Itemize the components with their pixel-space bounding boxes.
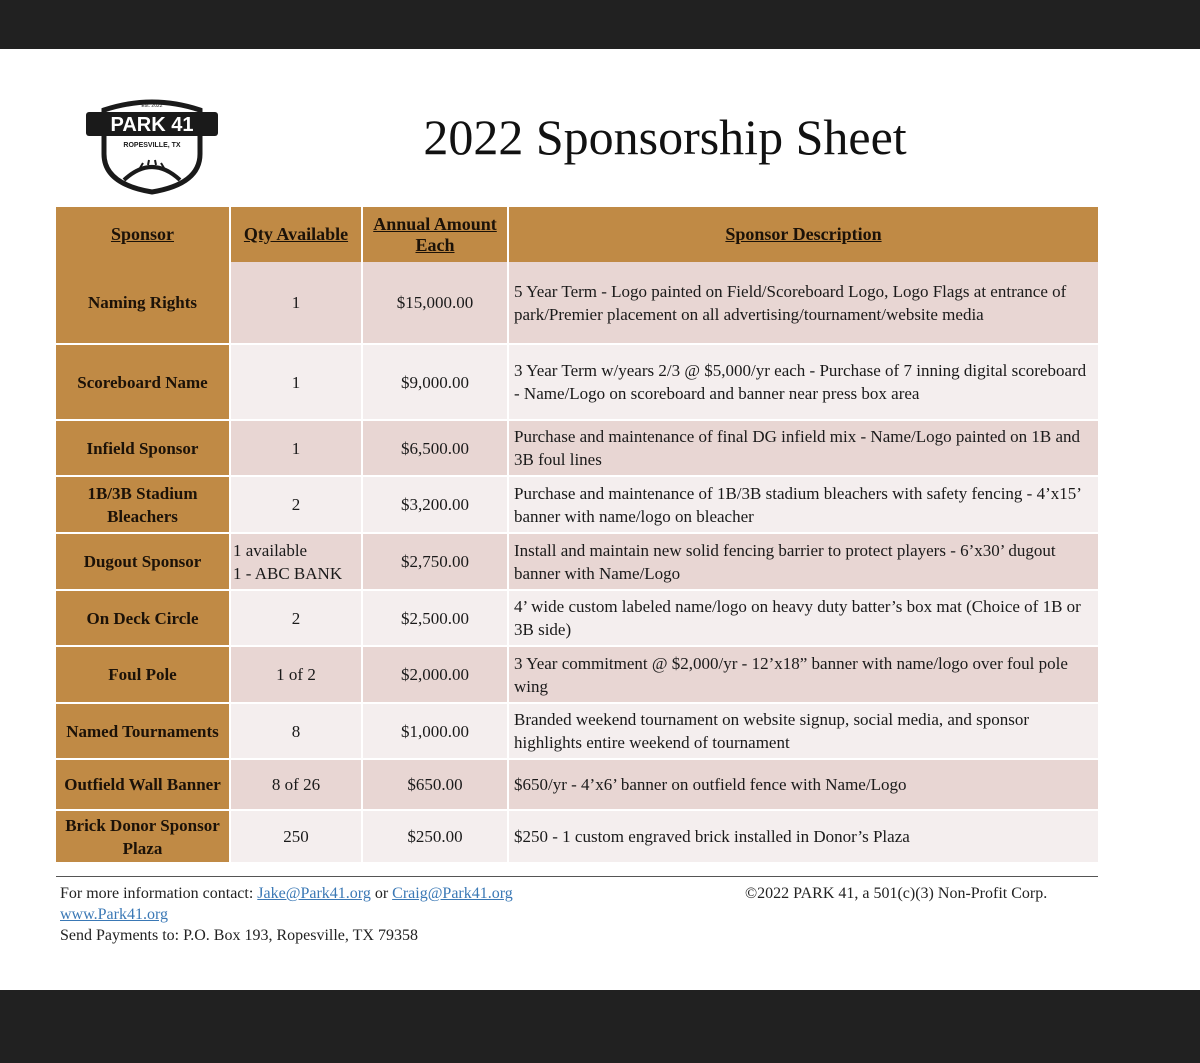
description-cell: 3 Year Term w/years 2/3 @ $5,000/yr each - Purchase of 7 inning digital scoreboard - Name/Logo on scoreboard and banner near press box area bbox=[508, 344, 1098, 420]
col-header-sponsor: Sponsor bbox=[56, 207, 230, 262]
amount-cell: $2,500.00 bbox=[362, 590, 508, 646]
footer-contact bbox=[60, 884, 700, 904]
amount-cell: $2,000.00 bbox=[362, 646, 508, 703]
amount-cell: $2,750.00 bbox=[362, 533, 508, 590]
table-row bbox=[56, 533, 1098, 590]
footer-divider bbox=[56, 876, 1098, 877]
table-row bbox=[56, 703, 1098, 759]
qty-cell: 8 of 26 bbox=[230, 759, 362, 810]
park-41-logo-icon bbox=[82, 96, 222, 196]
sponsorship-table bbox=[56, 207, 1098, 864]
amount-cell: $9,000.00 bbox=[362, 344, 508, 420]
table-row bbox=[56, 476, 1098, 533]
description-cell: 5 Year Term - Logo painted on Field/Scoreboard Logo, Logo Flags at entrance of park/Premier placement on all advertising/tournament/website media bbox=[508, 262, 1098, 344]
col-header-amount: Annual Amount Each bbox=[362, 207, 508, 262]
amount-cell: $250.00 bbox=[362, 810, 508, 863]
amount-cell: $1,000.00 bbox=[362, 703, 508, 759]
page-title: 2022 Sponsorship Sheet bbox=[423, 109, 907, 165]
logo-name-text: PARK 41 bbox=[110, 114, 194, 136]
qty-line: 1 available bbox=[233, 540, 308, 560]
description-cell: $650/yr - 4’x6’ banner on outfield fence with Name/Logo bbox=[508, 759, 1098, 810]
sponsor-cell: On Deck Circle bbox=[56, 590, 230, 646]
qty-cell: 1 of 2 bbox=[230, 646, 362, 703]
col-header-description: Sponsor Description bbox=[508, 207, 1098, 262]
copyright-text: ©2022 PARK 41, a 501(c)(3) Non-Profit Corp. bbox=[745, 885, 1048, 902]
logo-city-text: ROPESVILLE, TX bbox=[123, 142, 181, 149]
qty-cell: 1 bbox=[230, 262, 362, 344]
sponsor-cell: Brick Donor Sponsor Plaza bbox=[56, 810, 230, 863]
sponsor-cell: Naming Rights bbox=[56, 262, 230, 344]
email-link-jake[interactable]: Jake@Park41.org bbox=[257, 885, 371, 902]
amount-cell: $3,200.00 bbox=[362, 476, 508, 533]
table-row bbox=[56, 646, 1098, 703]
qty-cell bbox=[230, 533, 362, 590]
contact-prefix: For more information contact: bbox=[60, 885, 254, 902]
sponsor-cell: Named Tournaments bbox=[56, 703, 230, 759]
qty-cell: 1 bbox=[230, 420, 362, 476]
amount-cell: $15,000.00 bbox=[362, 262, 508, 344]
description-cell: 4’ wide custom labeled name/logo on heavy duty batter’s box mat (Choice of 1B or 3B side) bbox=[508, 590, 1098, 646]
top-dark-bar bbox=[0, 0, 1200, 49]
sponsor-cell: Infield Sponsor bbox=[56, 420, 230, 476]
description-cell: Branded weekend tournament on website signup, social media, and sponsor highlights entire weekend of tournament bbox=[508, 703, 1098, 759]
table-row bbox=[56, 420, 1098, 476]
qty-cell: 250 bbox=[230, 810, 362, 863]
description-cell: Install and maintain new solid fencing barrier to protect players - 6’x30’ dugout banner with Name/Logo bbox=[508, 533, 1098, 590]
sponsor-cell: 1B/3B Stadium Bleachers bbox=[56, 476, 230, 533]
qty-cell: 2 bbox=[230, 590, 362, 646]
logo-est-text: Est. 2022 bbox=[141, 103, 163, 109]
table-row bbox=[56, 810, 1098, 863]
description-cell: Purchase and maintenance of final DG infield mix - Name/Logo painted on 1B and 3B foul lines bbox=[508, 420, 1098, 476]
sponsor-cell: Outfield Wall Banner bbox=[56, 759, 230, 810]
amount-cell: $6,500.00 bbox=[362, 420, 508, 476]
qty-cell: 2 bbox=[230, 476, 362, 533]
payment-address: Send Payments to: P.O. Box 193, Ropesville, TX 79358 bbox=[60, 927, 418, 944]
sponsor-cell: Foul Pole bbox=[56, 646, 230, 703]
email-link-craig[interactable]: Craig@Park41.org bbox=[392, 885, 513, 902]
description-cell: Purchase and maintenance of 1B/3B stadium bleachers with safety fencing - 4’x15’ banner with name/logo on bleacher bbox=[508, 476, 1098, 533]
qty-cell: 1 bbox=[230, 344, 362, 420]
website-link[interactable]: www.Park41.org bbox=[60, 906, 168, 923]
contact-or: or bbox=[374, 885, 389, 902]
table-row bbox=[56, 590, 1098, 646]
table-header-row bbox=[56, 207, 1098, 262]
qty-line: 1 - ABC BANK bbox=[233, 563, 343, 583]
sponsor-cell: Scoreboard Name bbox=[56, 344, 230, 420]
table-row bbox=[56, 759, 1098, 810]
col-header-qty: Qty Available bbox=[230, 207, 362, 262]
table-row bbox=[56, 262, 1098, 344]
bottom-dark-bar bbox=[0, 990, 1200, 1063]
description-cell: 3 Year commitment @ $2,000/yr - 12’x18” banner with name/logo over foul pole wing bbox=[508, 646, 1098, 703]
amount-cell: $650.00 bbox=[362, 759, 508, 810]
description-cell: $250 - 1 custom engraved brick installed in Donor’s Plaza bbox=[508, 810, 1098, 863]
qty-cell: 8 bbox=[230, 703, 362, 759]
table-row bbox=[56, 344, 1098, 420]
sponsor-cell: Dugout Sponsor bbox=[56, 533, 230, 590]
